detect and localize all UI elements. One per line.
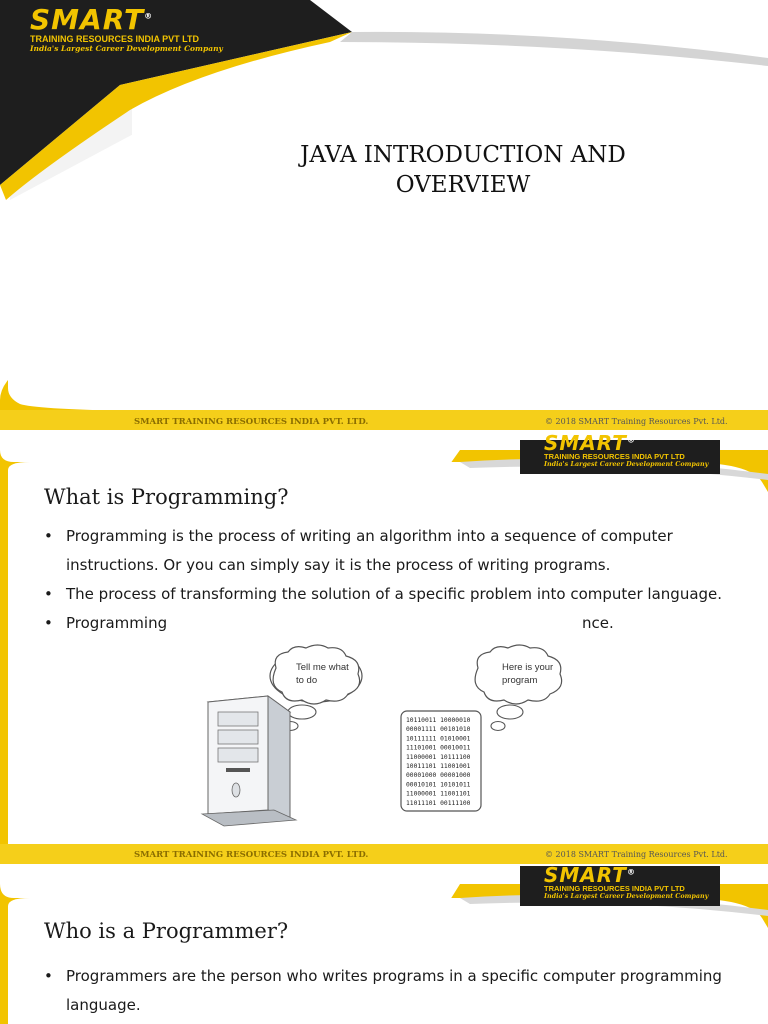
footer-copyright: © 2018 SMART Training Resources Pvt. Ltd. <box>545 850 728 859</box>
binary-code-panel <box>400 710 482 812</box>
bullet-item: • The process of transforming the solution of a specific problem into computer language. <box>44 580 744 609</box>
logo-smart <box>30 3 223 53</box>
slide-title <box>230 140 696 200</box>
logo-company-name: TRAINING RESOURCES INDIA PVT LTD <box>544 884 685 893</box>
logo-tagline: India's Largest Career Development Company <box>544 460 709 469</box>
binary-row: 10011101 11001001 <box>406 763 471 770</box>
binary-row: 10110011 10000010 <box>406 717 471 724</box>
footer-copyright: © 2018 SMART Training Resources Pvt. Ltd. <box>545 417 728 426</box>
bubble-right-text-1: Here is your <box>502 662 554 673</box>
computer-tower-icon <box>202 696 296 826</box>
logo-company-name: TRAINING RESOURCES INDIA PVT LTD <box>30 34 200 44</box>
logo-wordmark: SMART <box>544 863 627 887</box>
bubble-left-text-1: Tell me what <box>296 662 349 673</box>
slide-heading: Who is a Programmer? <box>44 919 289 943</box>
bullet-list <box>44 522 744 638</box>
top-curve <box>0 884 460 900</box>
logo-wordmark: SMART <box>30 3 145 36</box>
logo-smart <box>544 433 708 468</box>
bullet-item: • Programming is the process of writing an algorithm into a sequence of computer instructions. Or you can simply say it is the process of writing programs. <box>44 522 744 580</box>
bullet-item <box>44 609 744 638</box>
bullet-item: • Programmers are the person who writes programs in a specific computer programming language. <box>44 962 744 1020</box>
bubble-left-text-2: to do <box>296 675 318 686</box>
logo-company-name: TRAINING RESOURCES INDIA PVT LTD <box>544 452 685 461</box>
slide-1 <box>0 0 768 432</box>
bullet-list <box>44 962 744 1020</box>
logo-wordmark: SMART <box>544 431 627 455</box>
registered-mark: ® <box>144 11 154 21</box>
binary-row: 11000001 10111100 <box>406 753 471 761</box>
logo-tagline: India's Largest Career Development Company <box>544 892 709 901</box>
binary-row: 11011101 00111100 <box>406 799 471 807</box>
top-curve <box>0 450 460 464</box>
bullet-item-start: Programming <box>66 614 168 632</box>
slide-2 <box>0 432 768 866</box>
binary-row: 11000001 11001101 <box>406 790 471 798</box>
footer-company: SMART TRAINING RESOURCES INDIA PVT. LTD. <box>134 417 369 427</box>
binary-row: 00010101 10101011 <box>406 781 471 789</box>
registered-mark: ® <box>626 867 636 877</box>
slide-title-line-2: OVERVIEW <box>395 172 531 198</box>
binary-row: 00001000 00001000 <box>406 772 471 780</box>
slide-1-background <box>0 0 768 432</box>
bubble-right-text-2: program <box>502 675 538 686</box>
logo-tagline: India's Largest Career Development Company <box>30 43 223 53</box>
slide-heading: What is Programming? <box>44 485 289 509</box>
slide-3 <box>0 863 768 1024</box>
logo-smart <box>544 865 708 900</box>
binary-row: 00001111 00101010 <box>406 726 471 734</box>
binary-row: 10111111 01010001 <box>406 735 471 743</box>
registered-mark: ® <box>626 435 636 445</box>
footer-company: SMART TRAINING RESOURCES INDIA PVT. LTD. <box>134 850 369 860</box>
binary-row: 11101001 00010011 <box>406 744 471 752</box>
bullet-item-tail: nce. <box>582 614 614 632</box>
slide-title-line-1: JAVA INTRODUCTION AND <box>300 142 626 168</box>
